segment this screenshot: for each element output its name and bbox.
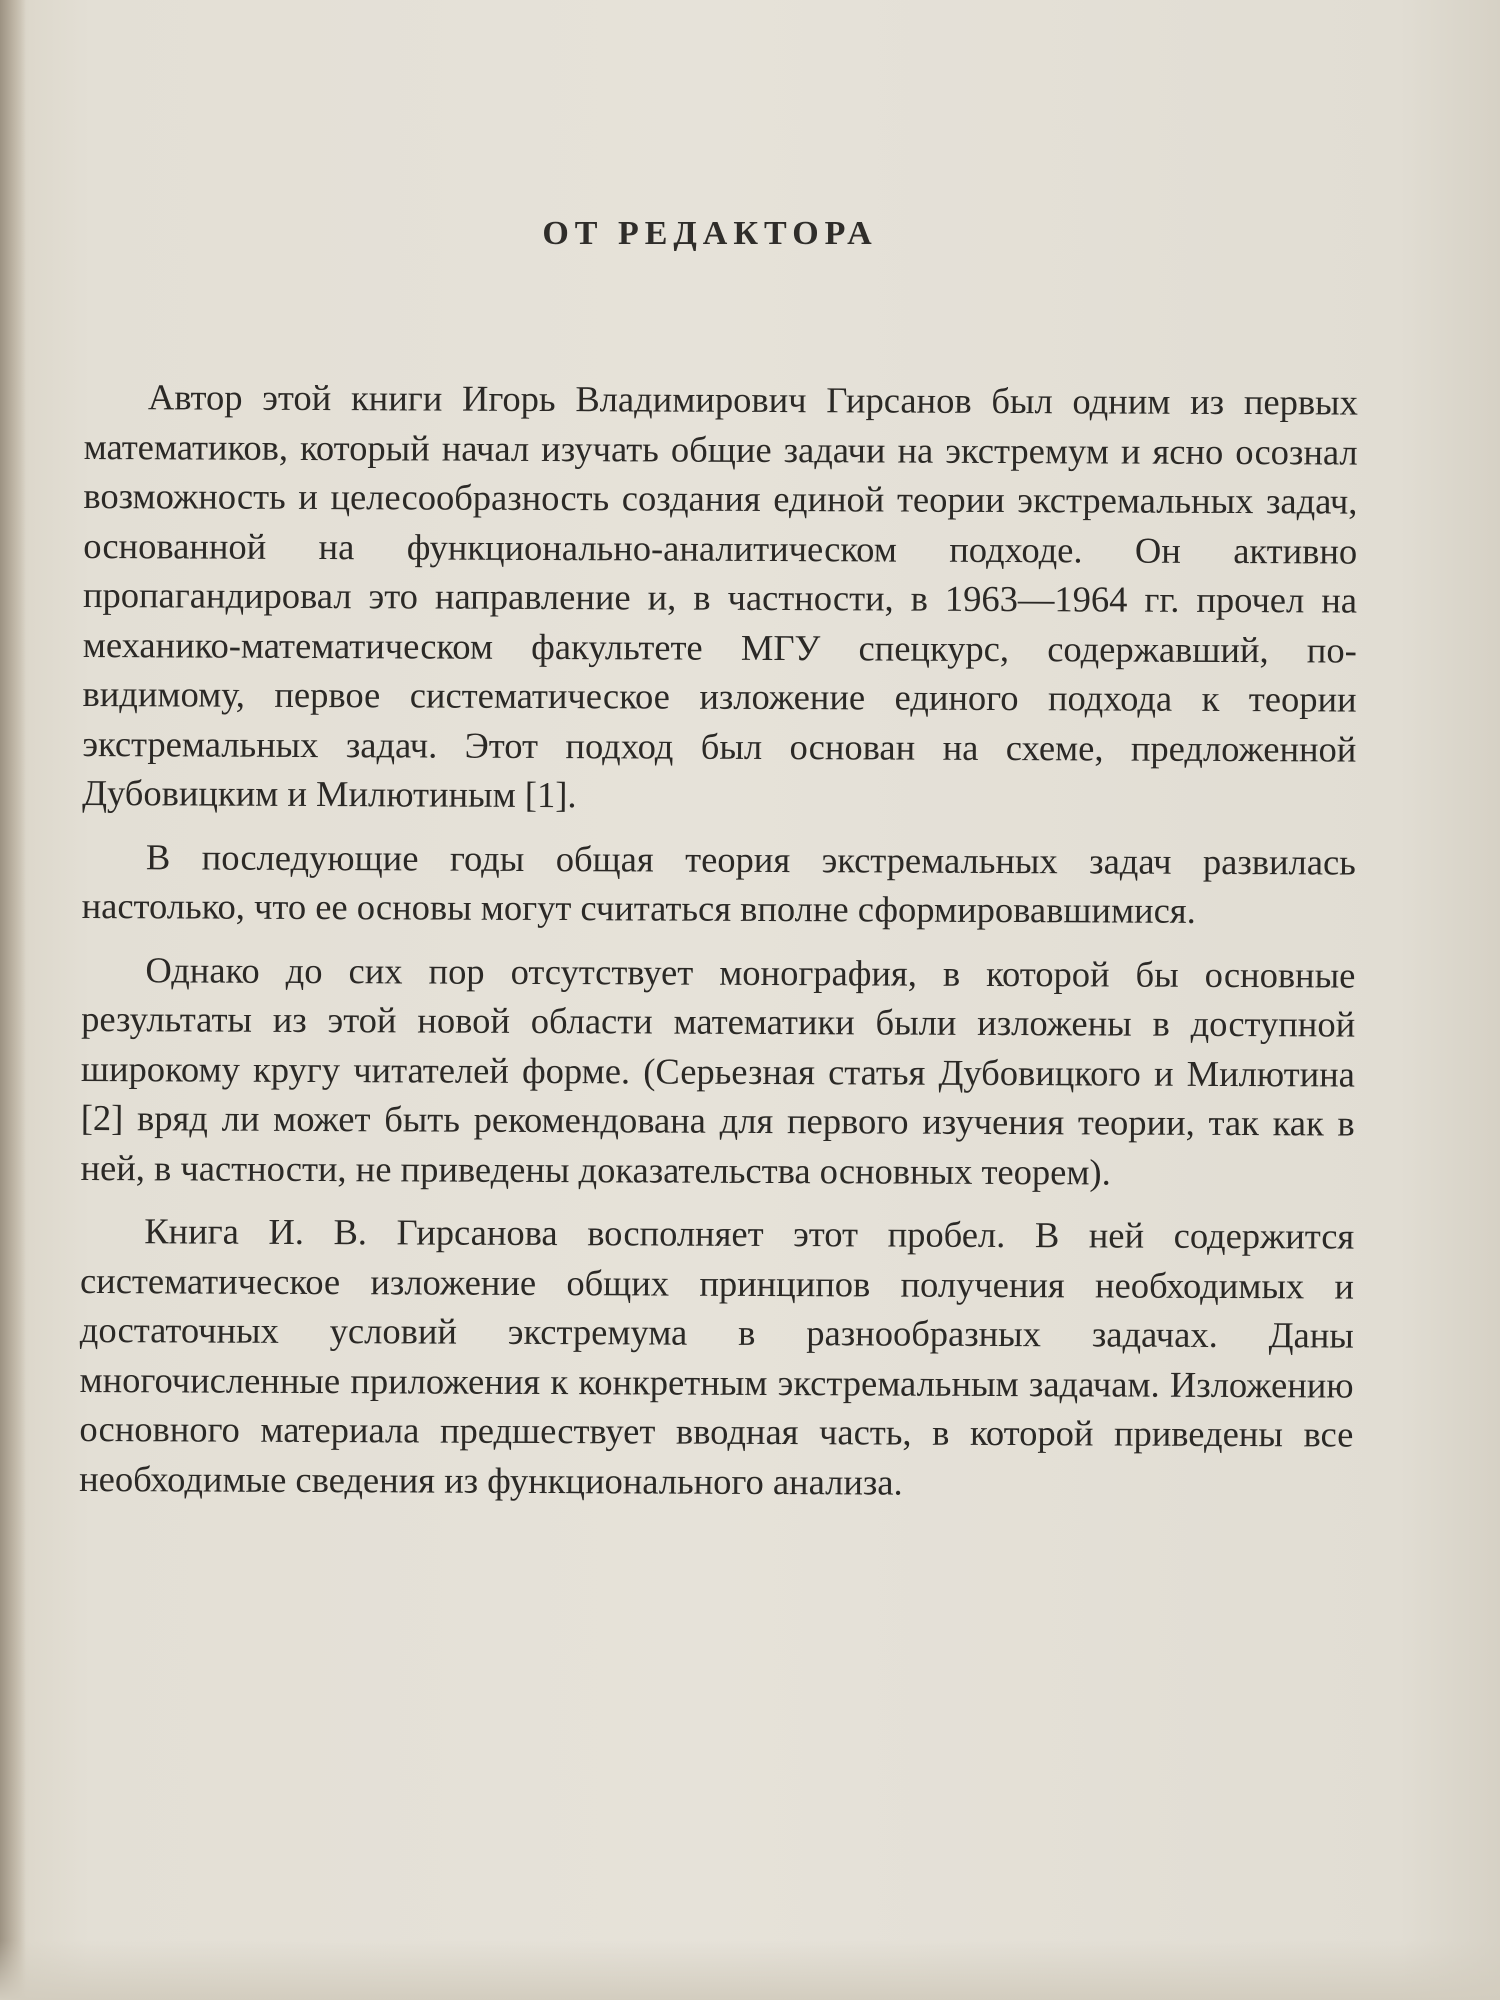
book-spine-shadow [0,0,26,2000]
paragraph-4: Книга И. В. Гирсанова восполняет этот пробел. В ней содержится систематическое изложение общих принципов получения необходимых и достаточных условий экстремума в разнообразных задачах. Даны многочисленные приложения к конкретным экстремальным задачам. Изложению основного материала предшествует вводная часть, в которой приведены все необходимые сведения из функционального анализа. [79,1210,1355,1503]
paragraph-3: Однако до сих пор отсутствует монография, в которой бы основные результаты из этой новой области математики были изложены в доступной широкому кругу читателей форме. (Серьезная статья Дубовицкого и Милютина [2] вряд ли может быть рекомендована для первого изучения теории, так как в ней, в частности, не приведены доказательства основных теорем). [80,948,1356,1192]
body-text [79,372,1358,1523]
paragraph-1: Автор этой книги Игорь Владимирович Гирсанов был одним из первых математиков, который начал изучать общие задачи на экстремум и ясно осознал возможность и целесообразность создания единой теории экстремальных задач, основанной на функционально-аналитическом подходе. Он активно пропагандировал это направление и, в частности, в 1963—1964 гг. прочел на механико-математическом факультете МГУ спецкурс, содержавший, по-видимому, первое систематическое изложение единого подхода к теории экстремальных задач. Этот подход был основан на схеме, предложенной Дубовицким и Милютиным [1]. [82,376,1358,816]
paragraph-2: В последующие годы общая теория экстремальных задач развилась настолько, что ее основы могут считаться вполне сформировавшимися. [81,835,1356,931]
page-title: ОТ РЕДАКТОРА [542,215,878,252]
page-bottom-shadow [0,1940,1500,2000]
